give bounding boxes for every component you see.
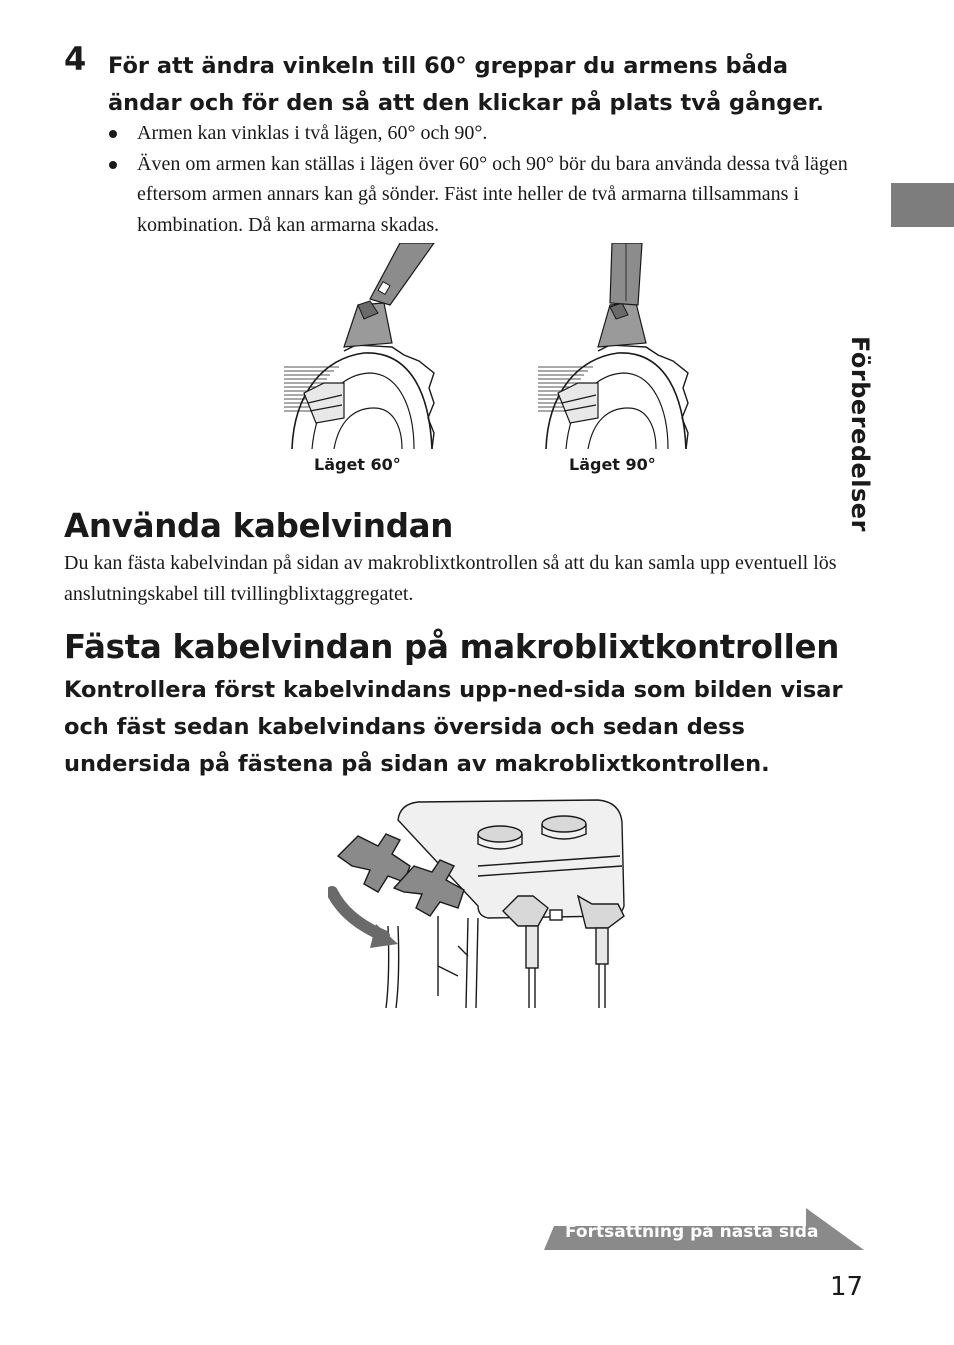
continue-label: Fortsättning på nästa sida: [565, 1222, 819, 1242]
section-title: Använda kabelvindan: [64, 507, 454, 545]
page-number: 17: [830, 1272, 864, 1302]
arm-90-illustration: [538, 243, 690, 449]
caption-60: Läget 60°: [314, 455, 401, 474]
bullet-icon: [109, 130, 117, 138]
step-instruction: För att ändra vinkeln till 60° greppar du armens båda ändar och för den så att den klickar på plats två gånger.: [108, 53, 825, 116]
cable-winder-illustration: [328, 796, 628, 1008]
bullet-text: Även om armen kan ställas i lägen över 60° och 90° bör du bara använda dessa två lägen eftersom armen annars kan gå sönder. Fäst inte heller de två armarna tillsammans i kombination. Då kan armarna skadas.: [137, 152, 848, 236]
section-body: Du kan fästa kabelvindan på sidan av makroblixtkontrollen så att du kan samla upp eventuell lös anslutningskabel till tvillingblixtaggregatet.: [64, 552, 837, 605]
section-title: Fästa kabelvindan på makroblixtkontrollen: [64, 628, 840, 666]
bullet-list: [108, 118, 868, 240]
caption-90: Läget 90°: [569, 455, 656, 474]
side-tab-label: Förberedelser: [846, 336, 874, 532]
arm-60-illustration: [284, 243, 436, 449]
bullet-icon: [109, 161, 117, 169]
bullet-item: [108, 149, 868, 241]
bullet-text: Armen kan vinklas i två lägen, 60° och 90°.: [137, 122, 488, 144]
side-tab-marker: [891, 183, 954, 227]
section-lead: Kontrollera först kabelvindans upp-ned-sida som bilden visar och fäst sedan kabelvindans översida och sedan dess undersida på fästena på sidan av makroblixtkontrollen.: [64, 677, 843, 777]
continue-banner: [544, 1208, 864, 1250]
step-number: 4: [64, 40, 87, 78]
bullet-item: [108, 118, 868, 149]
